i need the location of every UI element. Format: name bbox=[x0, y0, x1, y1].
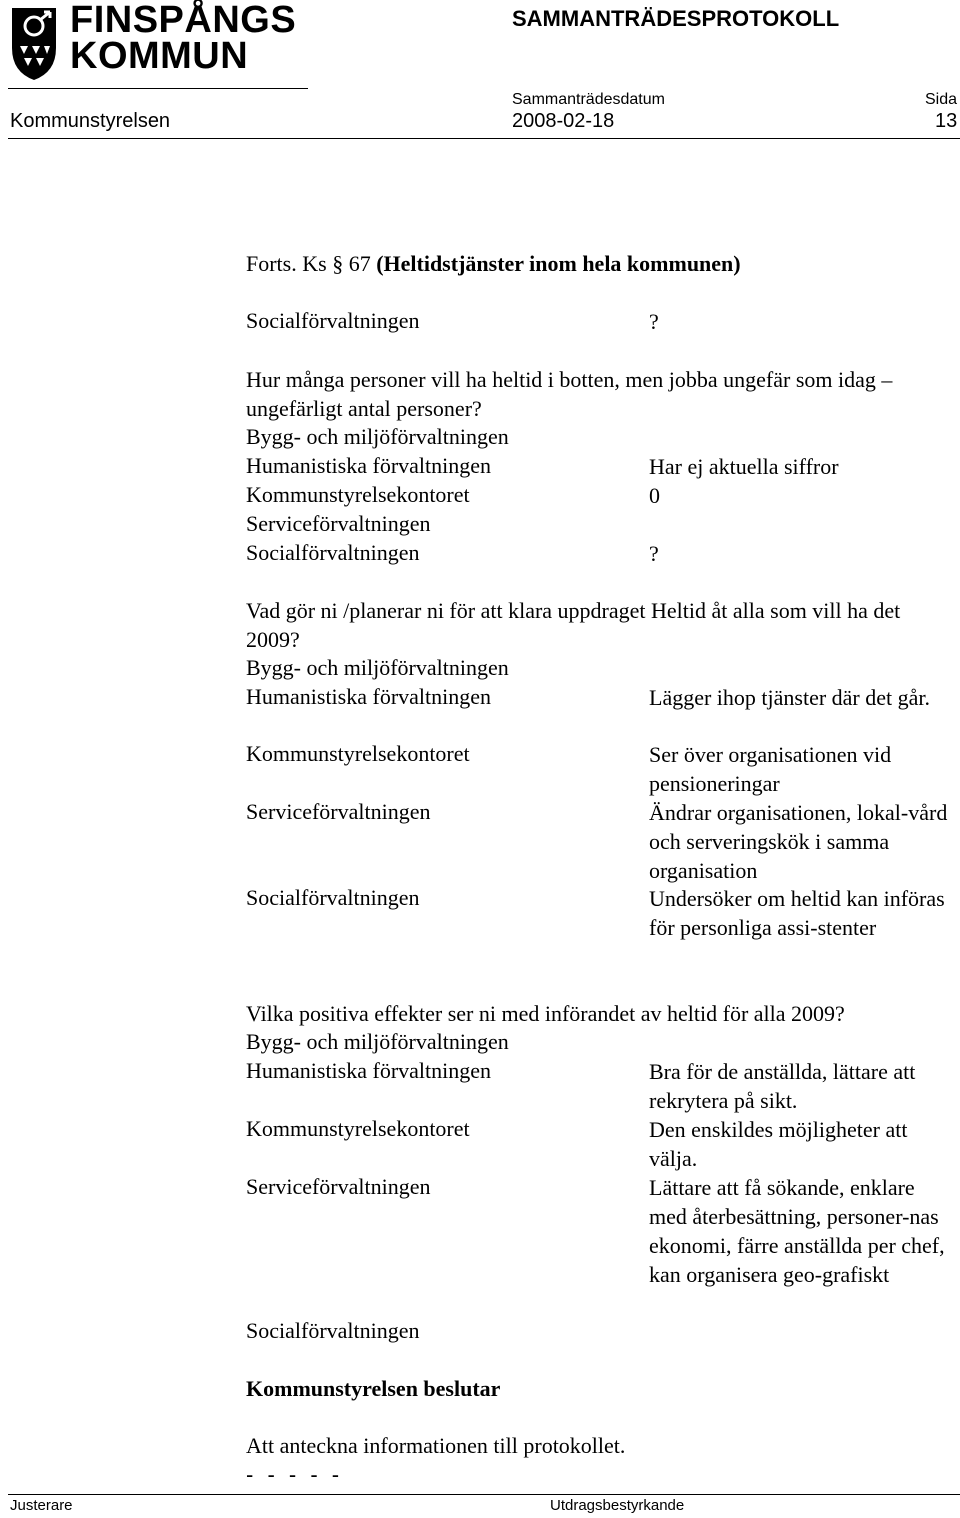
unit-name: Serviceförvaltningen bbox=[246, 511, 431, 536]
title-heading: (Heltidstjänster inom hela kommunen) bbox=[376, 251, 741, 276]
unit-name: Bygg- och miljöförvaltningen bbox=[246, 655, 509, 680]
logo-line-2: KOMMUN bbox=[70, 35, 249, 77]
date-label: Sammanträdesdatum bbox=[512, 91, 665, 108]
section-sign: § bbox=[332, 251, 344, 276]
answer: Lägger ihop tjänster där det går. bbox=[649, 685, 931, 710]
header-divider bbox=[8, 138, 960, 139]
answer: Ser över organisationen vid pensioneringar bbox=[649, 742, 892, 796]
meeting-date: 2008-02-18 bbox=[512, 110, 615, 132]
logo-wordmark bbox=[70, 0, 297, 77]
unit-name: Humanistiska förvaltningen bbox=[246, 1058, 492, 1083]
question-3: Vilka positiva effekter ser ni med införandet av heltid för alla 2009? bbox=[246, 1001, 845, 1026]
title-prefix: Forts. Ks bbox=[246, 251, 327, 276]
municipality-logo bbox=[8, 2, 308, 84]
answer: 0 bbox=[649, 483, 660, 508]
signer-label: Justerare bbox=[10, 1497, 73, 1514]
document-type: SAMMANTRÄDESPROTOKOLL bbox=[512, 6, 840, 31]
page-label: Sida bbox=[925, 91, 958, 108]
intro-row bbox=[246, 307, 420, 335]
logo-line-1: FINSPÅNGS bbox=[70, 0, 297, 41]
logo-rule bbox=[8, 88, 308, 89]
question-2: Vad gör ni /planerar ni för att klara uppdraget Heltid åt alla som vill ha det 2009? bbox=[246, 598, 901, 652]
unit-name: Humanistiska förvaltningen bbox=[246, 453, 492, 478]
intro-value: ? bbox=[649, 309, 659, 334]
municipality-crest-icon bbox=[8, 4, 60, 82]
answer: Bra för de anställda, lättare att rekrytera på sikt. bbox=[649, 1059, 916, 1113]
unit-name: Socialförvaltningen bbox=[246, 540, 420, 565]
unit-name: Serviceförvaltningen bbox=[246, 799, 431, 824]
answer: Lättare att få sökande, enklare med återbesättning, personer-nas ekonomi, färre anställda per chef, kan organisera geo-grafiskt bbox=[649, 1175, 945, 1287]
unit-name: Kommunstyrelsekontoret bbox=[246, 1116, 470, 1141]
organization: Kommunstyrelsen bbox=[10, 110, 171, 132]
unit-name: Kommunstyrelsekontoret bbox=[246, 482, 470, 507]
unit-name: Bygg- och miljöförvaltningen bbox=[246, 424, 509, 449]
unit-name: Socialförvaltningen bbox=[246, 1318, 420, 1343]
unit-name: Socialförvaltningen bbox=[246, 885, 420, 910]
section-title bbox=[246, 250, 741, 278]
page-number: 13 bbox=[935, 110, 958, 132]
answer: Ändrar organisationen, lokal-vård och serveringskök i samma organisation bbox=[649, 800, 948, 883]
answer: Den enskildes möjligheter att välja. bbox=[649, 1117, 908, 1171]
unit-name: Bygg- och miljöförvaltningen bbox=[246, 1029, 509, 1054]
unit-name: Humanistiska förvaltningen bbox=[246, 684, 492, 709]
question-1: Hur många personer vill ha heltid i botten, men jobba ungefär som idag – ungefärligt antal personer? bbox=[246, 367, 893, 421]
extract-label: Utdragsbestyrkande bbox=[550, 1497, 685, 1514]
answer: ? bbox=[649, 541, 659, 566]
footer-divider bbox=[8, 1494, 960, 1495]
decision-text: Att anteckna informationen till protokollet. bbox=[246, 1433, 626, 1458]
unit-name: Serviceförvaltningen bbox=[246, 1174, 431, 1199]
unit-name: Socialförvaltningen bbox=[246, 308, 420, 333]
decision-heading: Kommunstyrelsen beslutar bbox=[246, 1376, 501, 1401]
answer: Har ej aktuella siffror bbox=[649, 454, 839, 479]
answer: Undersöker om heltid kan införas för personliga assi-stenter bbox=[649, 886, 945, 940]
unit-name: Kommunstyrelsekontoret bbox=[246, 741, 470, 766]
end-dashes: - - - - - bbox=[246, 1462, 344, 1487]
title-number: 67 bbox=[348, 251, 371, 276]
